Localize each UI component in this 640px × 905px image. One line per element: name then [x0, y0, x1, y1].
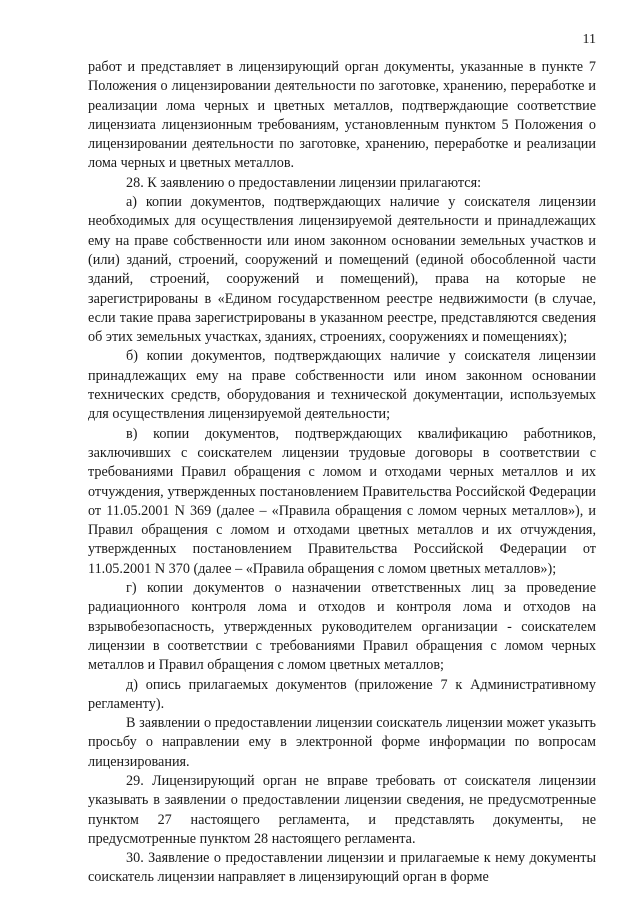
paragraph-item-29: 29. Лицензирующий орган не вправе требовать от соискателя лицензии указывать в заявлении о предоставлении лицензии сведения, не предусмотренные пунктом 27 настоящего регламента, и представлять документы, не предусмотренные пунктом 28 настоящего регламента.	[88, 772, 596, 847]
paragraph-item-28: 28. К заявлению о предоставлении лицензии прилагаются:	[126, 174, 482, 191]
paragraph-item-30: 30. Заявление о предоставлении лицензии и прилагаемые к нему документы соискатель лицензии направляет в лицензирующий орган в форме	[88, 850, 596, 886]
paragraph-subitem-g: г) копии документов о назначении ответственных лиц за проведение радиационного контроля лома и отходов и контроля лома и отходов на взрывобезопасность, утвержденных руководителем организации - соискателем лицензии в соответствии с требованиями Правил обращения с ломом черных металлов и Правил обращения с ломом цветных металлов;	[88, 580, 596, 674]
page-number: 11	[582, 32, 596, 47]
paragraph-continuation: работ и представляет в лицензирующий орган документы, указанные в пункте 7 Положения о лицензировании деятельности по заготовке, хранению, переработке и реализации лома черных и цветных металлов, подтверждающие соответствие лицензиата лицензионным требованиям, установленным пунктом 5 Положения о лицензировании деятельности по заготовке, хранению, переработке и реализации лома черных и цветных металлов.	[88, 59, 596, 172]
document-body	[88, 58, 596, 888]
paragraph-subitem-v: в) копии документов, подтверждающих квалификацию работников, заключивших с соискателем лицензии трудовые договоры в соответствии с требованиями Правил обращения с ломом и отходами черных металлов и их отчуждения, утвержденных постановлением Правительства Российской Федерации от 11.05.2001 N 369 (далее – «Правила обращения с ломом черных металлов»), и Правил обращения с ломом и отходами цветных металлов и их отчуждения, утвержденных постановлением Правительства Российской Федерации от 11.05.2001 N 370 (далее – «Правила обращения с ломом цветных металлов»);	[88, 425, 596, 577]
paragraph-subitem-a: а) копии документов, подтверждающих наличие у соискателя лицензии необходимых для осуществления лицензируемой деятельности и принадлежащих ему на праве собственности или ином законном основании земельных участков и (или) зданий, строений, сооружений и помещений (единой обособленной части зданий, строений, сооружений и помещений), права на которые не зарегистрированы в «Едином государственном реестре недвижимости (в случае, если такие права зарегистрированы в указанном реестре, представляются сведения об этих земельных участках, зданиях, строениях, сооружениях и помещениях);	[88, 194, 596, 346]
paragraph-subitem-b: б) копии документов, подтверждающих наличие у соискателя лицензии принадлежащих ему на праве собственности или ином законном основании технических средств, оборудования и технической документации, используемых для осуществления лицензируемой деятельности;	[88, 348, 596, 423]
paragraph-subitem-d: д) опись прилагаемых документов (приложение 7 к Административному регламенту).	[88, 676, 596, 712]
paragraph-electronic-request: В заявлении о предоставлении лицензии соискатель лицензии может указыть просьбу о направлении ему в электронной форме информации по вопросам лицензирования.	[88, 715, 596, 770]
